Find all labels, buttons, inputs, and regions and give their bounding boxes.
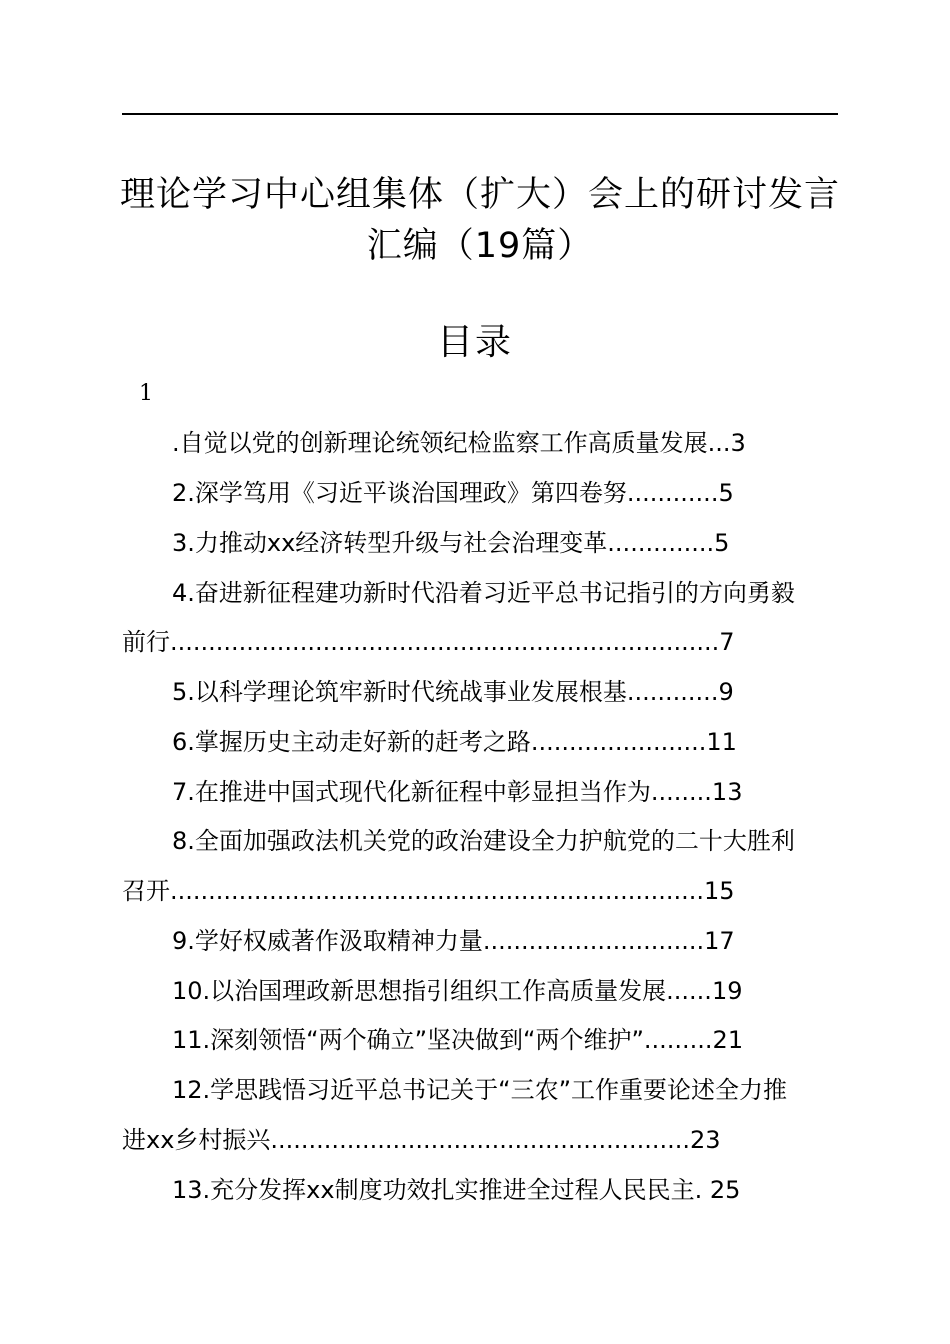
toc-entry[interactable]: 12.学思践悟习近平总书记关于“三农”工作重要论述全力推	[172, 1076, 788, 1104]
toc-entry-continuation[interactable]: 进xx乡村振兴.......................................................23	[122, 1126, 721, 1154]
toc-entry[interactable]: 2.深学笃用《习近平谈治国理政》第四卷努............5	[172, 479, 734, 507]
toc-entry[interactable]: 5.以科学理论筑牢新时代统战事业发展根基............9	[172, 678, 734, 706]
toc-entry[interactable]: 4.奋进新征程建功新时代沿着习近平总书记指引的方向勇毅	[172, 579, 795, 607]
toc-entry[interactable]: 9.学好权威著作汲取精神力量.............................17	[172, 927, 735, 955]
document-title-line-1: 理论学习中心组集体（扩大）会上的研讨发言	[119, 175, 840, 215]
toc-entry[interactable]: 8.全面加强政法机关党的政治建设全力护航党的二十大胜利	[172, 827, 795, 855]
toc-entry[interactable]: 13.充分发挥xx制度功效扎实推进全过程人民民主. 25	[172, 1176, 741, 1204]
toc-entry[interactable]: 3.力推动xx经济转型升级与社会治理变革..............5	[172, 529, 730, 557]
toc-entry[interactable]: 6.掌握历史主动走好新的赶考之路.......................11	[172, 728, 737, 756]
toc-entry[interactable]: .自觉以党的创新理论统领纪检监察工作高质量发展...3	[172, 429, 746, 457]
toc-entry[interactable]: 10.以治国理政新思想指引组织工作高质量发展......19	[172, 977, 743, 1005]
top-rule	[122, 113, 838, 115]
toc-heading: 目录	[436, 322, 513, 363]
toc-entry[interactable]: 7.在推进中国式现代化新征程中彰显担当作为........13	[172, 778, 743, 806]
document-title-line-2: 汇编（19篇）	[366, 226, 594, 266]
page-marker: 1	[139, 381, 153, 406]
toc-entry-continuation[interactable]: 前行........................................................................7	[122, 628, 735, 656]
toc-entry[interactable]: 11.深刻领悟“两个确立”坚决做到“两个维护”.........21	[172, 1026, 744, 1054]
toc-entry-continuation[interactable]: 召开......................................................................15	[122, 877, 735, 905]
